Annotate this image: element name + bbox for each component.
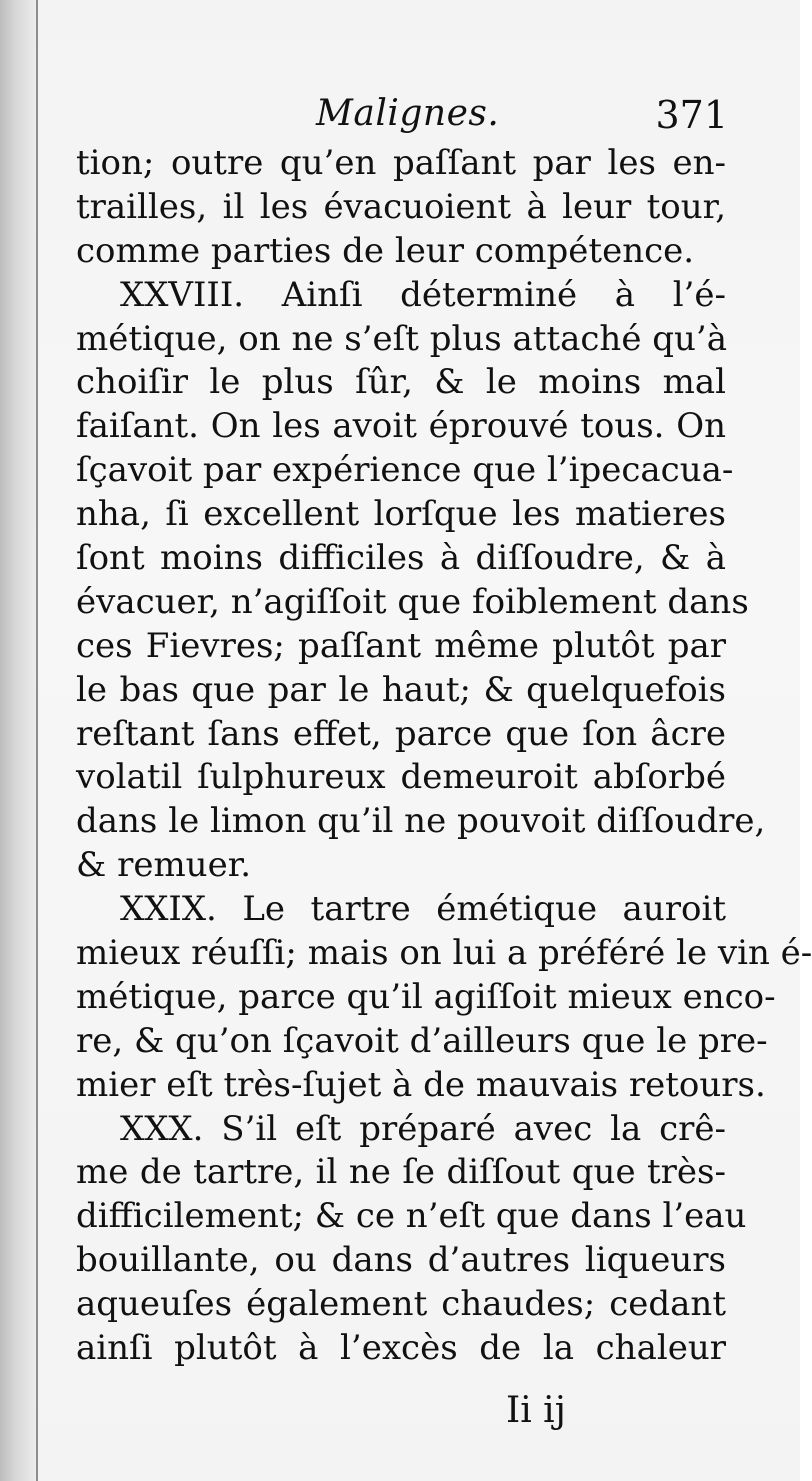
page-edge (36, 0, 38, 1481)
text-line: mieux réuſſi; mais on lui a préféré le vin é- (76, 933, 812, 974)
page-header (76, 93, 728, 139)
text-line: aqueuſes également chaudes; cedant (76, 1284, 726, 1325)
page-number: 371 (655, 93, 728, 137)
section-heading-line: XXX. S’il eſt préparé avec la crê- (120, 1108, 726, 1149)
text-line: métique, on ne s’eſt plus attaché qu’à (76, 318, 727, 359)
section-heading-line: XXIX. Le tartre émétique auroit (120, 889, 726, 930)
text-line: ainſi plutôt à l’excès de la chaleur (76, 1328, 726, 1369)
text-line: métique, parce qu’il agiſſoit mieux enco- (76, 976, 776, 1017)
text-line: choiſir le plus ſûr, & le moins mal (76, 362, 726, 403)
text-line: reſtant ſans effet, parce que ſon âcre (76, 713, 726, 754)
text-line: & remuer. (76, 845, 252, 886)
running-head: Malignes. (316, 93, 500, 134)
text-line: ces Fievres; paſſant même plutôt par (76, 625, 726, 666)
text-line: re, & qu’on ſçavoit d’ailleurs que le pre- (76, 1020, 768, 1061)
text-line: faiſant. On les avoit éprouvé tous. On (76, 406, 726, 447)
text-line: difficilement; & ce n’eſt que dans l’eau (76, 1196, 747, 1237)
text-line: mier eſt très-ſujet à de mauvais retours. (76, 1064, 766, 1105)
text-line: dans le limon qu’il ne pouvoit diſſoudre, (76, 801, 766, 842)
text-line: nha, ſi excellent lorſque les matieres (76, 494, 726, 535)
text-line: tion; outre qu’en paſſant par les en- (76, 143, 726, 183)
text-line: le bas que par le haut; & quelquefois (76, 669, 726, 710)
text-line: me de tartre, il ne ſe diſſout que très- (76, 1152, 726, 1193)
text-line: évacuer, n’agiſſoit que foiblement dans (76, 581, 749, 622)
signature-mark: Ii ij (506, 1390, 566, 1431)
binding-shadow (0, 0, 36, 1481)
body-text (76, 142, 812, 1371)
text-line: comme parties de leur compétence. (76, 230, 695, 271)
section-heading-line: XXVIII. Ainſi déterminé à l’é- (120, 274, 726, 315)
text-line: volatil ſulphureux demeuroit abſorbé (76, 757, 726, 798)
text-line: trailles, il les évacuoient à leur tour, (76, 186, 726, 227)
text-line: ſçavoit par expérience que l’ipecacua- (76, 450, 734, 491)
text-line: ſont moins difficiles à diſſoudre, & à (76, 538, 726, 579)
text-line: bouillante, ou dans d’autres liqueurs (76, 1240, 726, 1281)
